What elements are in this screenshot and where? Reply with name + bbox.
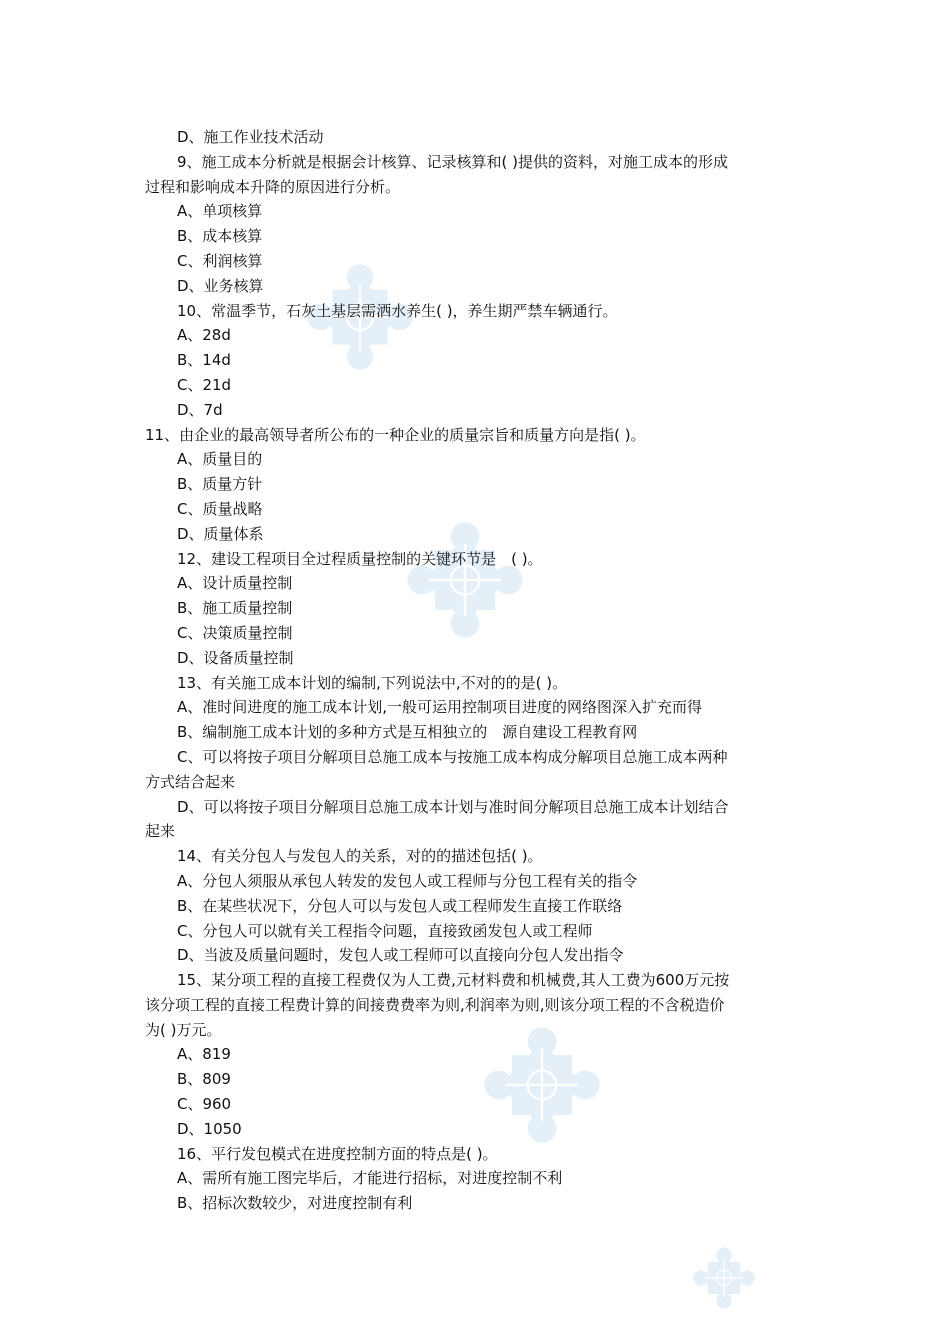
- text-line: D、当波及质量问题时，发包人或工程师可以直接向分包人发出指令: [177, 946, 624, 965]
- text-line: A、设计质量控制: [177, 574, 293, 593]
- text-line: B、809: [177, 1070, 231, 1089]
- text-line: 15、某分项工程的直接工程费仅为人工费,元材料费和机械费,其人工费为600万元按: [177, 971, 730, 990]
- text-line: D、7d: [177, 400, 223, 419]
- text-line: D、业务核算: [177, 276, 264, 295]
- text-line: C、960: [177, 1095, 232, 1114]
- text-line: C、利润核算: [177, 251, 263, 270]
- text-line: D、1050: [177, 1119, 242, 1138]
- text-line: C、可以将按子项目分解项目总施工成本与按施工成本构成分解项目总施工成本两种: [177, 747, 728, 766]
- text-line: 9、施工成本分析就是根据会计核算、记录核算和( )提供的资料，对施工成本的形成: [177, 152, 729, 171]
- text-line: B、成本核算: [177, 227, 263, 246]
- text-line: 起来: [145, 822, 176, 841]
- snowflake-flower-icon: [692, 1246, 756, 1310]
- text-line: C、21d: [177, 375, 232, 394]
- text-line: 14、有关分包人与发包人的关系，对的的描述包括( )。: [177, 847, 543, 866]
- text-line: 12、建设工程项目全过程质量控制的关键环节是 ( )。: [177, 549, 543, 568]
- text-line: 16、平行发包模式在进度控制方面的特点是( )。: [177, 1144, 498, 1163]
- text-line: C、质量战略: [177, 499, 263, 518]
- text-line: D、可以将按子项目分解项目总施工成本计划与准时间分解项目总施工成本计划结合: [177, 797, 729, 816]
- text-line: A、819: [177, 1045, 231, 1064]
- text-line: 该分项工程的直接工程费计算的间接费费率为则,利润率为则,则该分项工程的不含税造价: [145, 995, 725, 1014]
- text-line: D、质量体系: [177, 524, 264, 543]
- text-line: B、质量方针: [177, 475, 263, 494]
- text-line: A、分包人须服从承包人转发的发包人或工程师与分包工程有关的指令: [177, 871, 638, 890]
- text-line: A、需所有施工图完毕后，才能进行招标，对进度控制不利: [177, 1169, 563, 1188]
- text-line: A、质量目的: [177, 450, 263, 469]
- text-line: 11、由企业的最高领导者所公布的一种企业的质量宗旨和质量方向是指( )。: [145, 425, 646, 444]
- text-line: A、单项核算: [177, 202, 263, 221]
- text-line: D、设备质量控制: [177, 648, 294, 667]
- text-line: C、分包人可以就有关工程指令问题，直接致函发包人或工程师: [177, 921, 593, 940]
- text-line: D、施工作业技术活动: [177, 128, 324, 146]
- text-line: A、28d: [177, 326, 231, 345]
- document-body: [145, 125, 810, 1216]
- text-line: B、招标次数较少，对进度控制有利: [177, 1194, 413, 1213]
- text-line: 10、常温季节，石灰土基层需洒水养生( )，养生期严禁车辆通行。: [177, 301, 618, 320]
- text-line: 过程和影响成本升降的原因进行分析。: [145, 177, 401, 196]
- text-line: C、决策质量控制: [177, 623, 293, 642]
- text-line: 为( )万元。: [145, 1020, 222, 1039]
- text-line: B、施工质量控制: [177, 599, 293, 618]
- text-line: B、在某些状况下，分包人可以与发包人或工程师发生直接工作联络: [177, 896, 623, 915]
- text-line: 13、有关施工成本计划的编制,下列说法中,不对的的是( )。: [177, 673, 568, 692]
- text-line: 方式结合起来: [145, 772, 236, 791]
- text-line: B、编制施工成本计划的多种方式是互相独立的 源自建设工程教育网: [177, 723, 638, 742]
- text-line: A、准时间进度的施工成本计划,一般可运用控制项目进度的网络图深入扩充而得: [177, 698, 703, 717]
- text-line: B、14d: [177, 351, 231, 370]
